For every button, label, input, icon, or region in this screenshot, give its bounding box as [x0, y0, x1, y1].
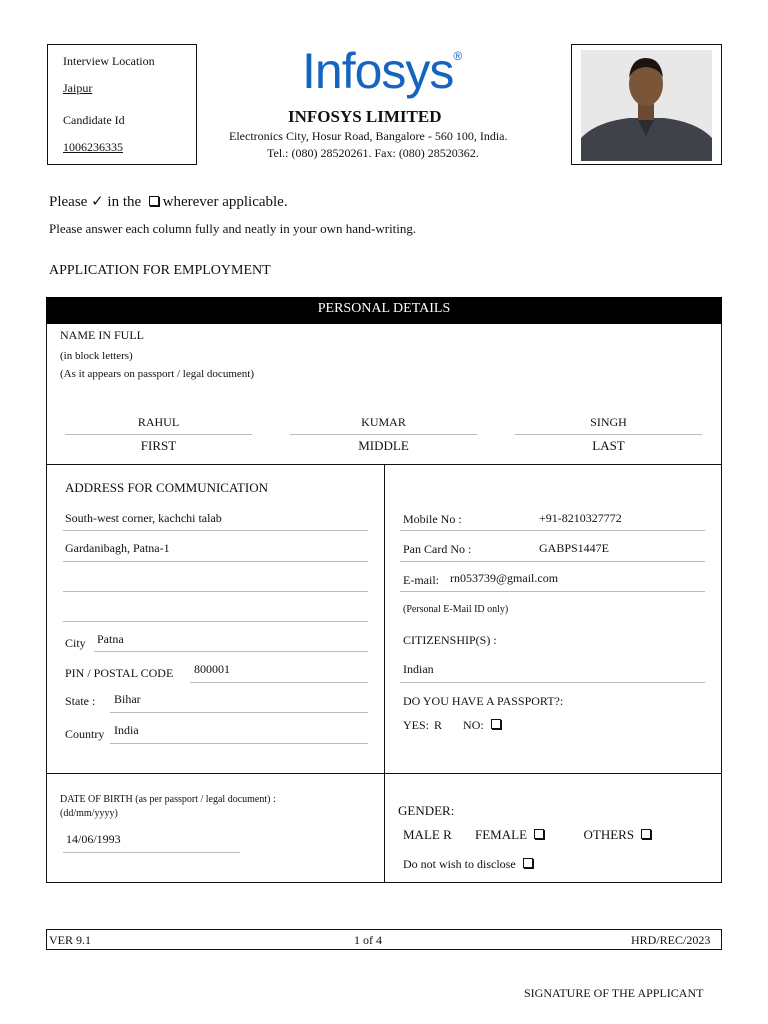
middle-name-line [290, 434, 477, 435]
gender-nodisclose-checkbox[interactable] [523, 858, 533, 868]
interview-location-label: Interview Location [63, 54, 155, 68]
footer-version: VER 9.1 [49, 933, 91, 947]
mobile-value: +91-8210327772 [539, 511, 622, 525]
dob-label: DATE OF BIRTH (as per passport / legal document) : [60, 794, 276, 805]
address-line-1-rule [63, 530, 368, 531]
passport-label: DO YOU HAVE A PASSPORT?: [403, 694, 564, 708]
gender-others-checkbox[interactable] [641, 829, 651, 839]
gender-nodisclose-label: Do not wish to disclose [403, 857, 516, 871]
logo-text: Infosys [302, 43, 454, 99]
gender-nodisclose-option [403, 857, 533, 872]
address-line-3-rule [63, 591, 368, 592]
footer-code: HRD/REC/2023 [631, 933, 711, 947]
email-note: (Personal E-Mail ID only) [403, 604, 509, 615]
instruction-text-b: in the [107, 194, 142, 210]
last-name-value: SINGH [590, 415, 627, 429]
passport-no-checkbox[interactable] [491, 719, 501, 729]
candidate-id-value: 1006236335 [63, 140, 123, 154]
email-line [400, 591, 705, 592]
checkbox-icon [149, 196, 159, 206]
pan-label: Pan Card No : [403, 542, 472, 556]
first-name-line [65, 434, 252, 435]
dob-format: (dd/mm/yyyy) [60, 808, 118, 819]
dob-value: 14/06/1993 [66, 832, 121, 846]
middle-name-label: MIDDLE [358, 438, 409, 453]
instruction-line-2: Please answer each column fully and neatly in your own hand-writing. [49, 221, 417, 236]
logo-registered-mark: ® [453, 49, 462, 63]
passport-options [403, 718, 501, 733]
city-value: Patna [97, 632, 124, 646]
dob-line [63, 852, 240, 853]
photo-box [571, 44, 722, 165]
passport-yes-mark[interactable]: R [434, 718, 443, 732]
instruction-text-a: Please [49, 194, 88, 210]
country-label: Country [65, 727, 105, 741]
country-value: India [114, 723, 139, 737]
state-value: Bihar [114, 692, 141, 706]
gender-male-mark[interactable]: R [443, 827, 452, 842]
pan-value: GABPS1447E [539, 541, 610, 555]
city-line [94, 651, 368, 652]
name-in-full-label: NAME IN FULL [60, 328, 144, 342]
checkmark-icon: ✓ [91, 192, 104, 210]
pin-label: PIN / POSTAL CODE [65, 666, 174, 680]
company-logo [302, 42, 461, 100]
personal-details-header: PERSONAL DETAILS [46, 297, 722, 324]
footer-page: 1 of 4 [354, 933, 382, 947]
first-name-label: FIRST [140, 438, 177, 453]
gender-female-checkbox[interactable] [534, 829, 544, 839]
last-name-label: LAST [592, 438, 625, 453]
instruction-line-1 [49, 192, 288, 211]
signature-label: SIGNATURE OF THE APPLICANT [524, 986, 704, 1000]
gender-options [403, 827, 651, 843]
pan-line [400, 561, 705, 562]
instruction-text-c: wherever applicable. [162, 194, 288, 210]
gender-others-label: OTHERS [583, 827, 635, 842]
company-name: INFOSYS LIMITED [288, 107, 442, 126]
gender-label: GENDER: [398, 803, 455, 818]
company-address: Electronics City, Hosur Road, Bangalore - 560 100, India. [229, 129, 508, 143]
state-label: State : [65, 694, 96, 708]
citizenship-label: CITIZENSHIP(S) : [403, 633, 497, 647]
address-header: ADDRESS FOR COMMUNICATION [65, 480, 268, 495]
middle-name-value: KUMAR [361, 415, 406, 429]
citizenship-value: Indian [403, 662, 434, 676]
applicant-photo [581, 50, 712, 161]
email-value: rn053739@gmail.com [450, 571, 559, 585]
interview-location-value: Jaipur [63, 81, 93, 95]
pin-value: 800001 [194, 662, 230, 676]
country-line [110, 743, 368, 744]
candidate-id-label: Candidate Id [63, 113, 125, 127]
pin-line [190, 682, 368, 683]
gender-male-label: MALE [403, 827, 440, 842]
citizenship-line [400, 682, 705, 683]
last-name-line [515, 434, 702, 435]
name-note-block-letters: (in block letters) [60, 350, 133, 362]
form-title: APPLICATION FOR EMPLOYMENT [49, 263, 271, 278]
footer-bar [46, 929, 722, 950]
address-line-4-rule [63, 621, 368, 622]
address-line-2-rule [63, 561, 368, 562]
passport-no-label: NO: [463, 718, 484, 732]
email-label: E-mail: [403, 573, 439, 587]
interview-info-box [47, 44, 197, 165]
address-line-2: Gardanibagh, Patna-1 [65, 541, 170, 555]
state-line [110, 712, 368, 713]
name-note-passport: (As it appears on passport / legal document) [60, 368, 254, 380]
first-name-value: RAHUL [137, 415, 180, 429]
city-label: City [65, 636, 86, 650]
mobile-line [400, 530, 705, 531]
address-line-1: South-west corner, kachchi talab [65, 511, 222, 525]
gender-female-label: FEMALE [475, 827, 528, 842]
divider-address-dob [46, 773, 722, 774]
passport-yes-label: YES: [403, 718, 430, 732]
divider-vertical [384, 464, 385, 883]
mobile-label: Mobile No : [403, 512, 462, 526]
company-contact: Tel.: (080) 28520261. Fax: (080) 28520362. [267, 146, 479, 160]
